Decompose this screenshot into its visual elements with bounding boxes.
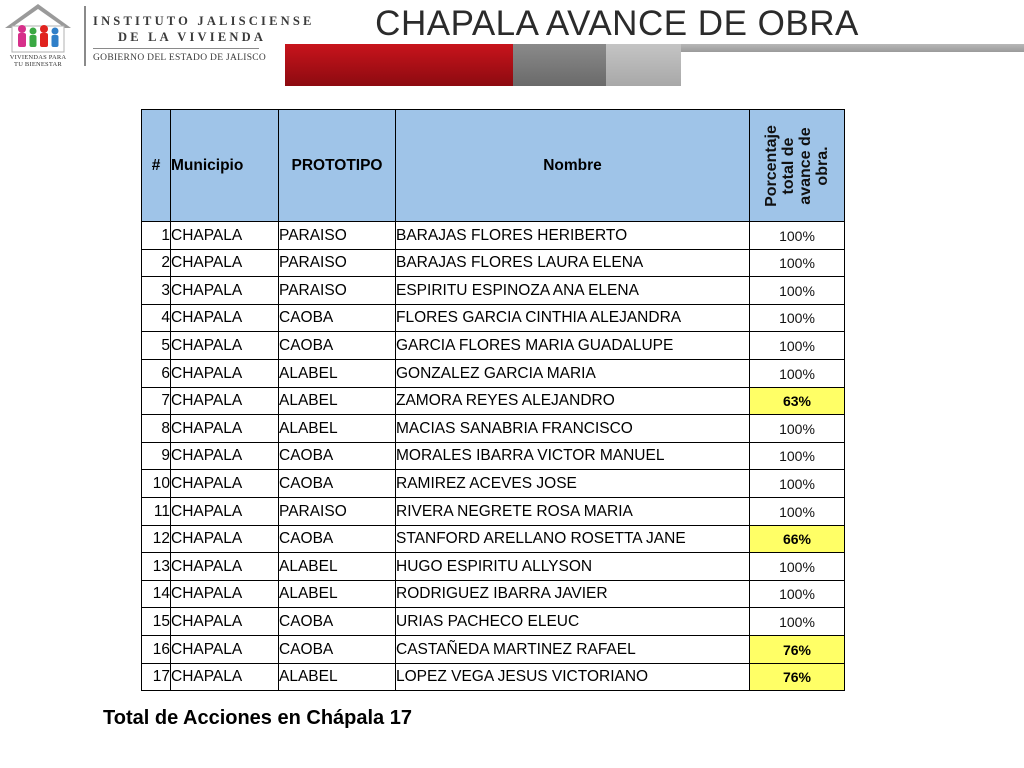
emblem-caption-2: TU BIENESTAR xyxy=(14,61,62,68)
total-acciones-label: Total de Acciones en Chápala 17 xyxy=(103,707,412,729)
cell-municipio: CHAPALA xyxy=(171,222,279,250)
table-row xyxy=(142,415,845,443)
cell-nombre: GONZALEZ GARCIA MARIA xyxy=(396,359,750,387)
header-num: # xyxy=(142,110,171,222)
cell-nombre: CASTAÑEDA MARTINEZ RAFAEL xyxy=(396,635,750,663)
cell-porcentaje: 100% xyxy=(750,222,845,250)
cell-nombre: ESPIRITU ESPINOZA ANA ELENA xyxy=(396,277,750,305)
cell-municipio: CHAPALA xyxy=(171,442,279,470)
cell-prototipo: CAOBA xyxy=(279,470,396,498)
cell-municipio: CHAPALA xyxy=(171,387,279,415)
table-row xyxy=(142,663,845,691)
avance-obra-table xyxy=(141,109,845,691)
table-row xyxy=(142,553,845,581)
cell-num: 1 xyxy=(142,222,171,250)
header-porcentaje xyxy=(750,110,845,222)
table-row xyxy=(142,442,845,470)
cell-nombre: RAMIREZ ACEVES JOSE xyxy=(396,470,750,498)
cell-num: 3 xyxy=(142,277,171,305)
cell-prototipo: PARAISO xyxy=(279,222,396,250)
cell-prototipo: ALABEL xyxy=(279,359,396,387)
cell-porcentaje: 100% xyxy=(750,442,845,470)
cell-porcentaje: 100% xyxy=(750,553,845,581)
cell-num: 15 xyxy=(142,608,171,636)
cell-municipio: CHAPALA xyxy=(171,663,279,691)
table-row xyxy=(142,635,845,663)
cell-nombre: FLORES GARCIA CINTHIA ALEJANDRA xyxy=(396,304,750,332)
viviendas-logo-emblem xyxy=(2,2,74,68)
header-bar-dark-gray xyxy=(513,44,606,86)
table-row xyxy=(142,304,845,332)
table-row xyxy=(142,497,845,525)
table-row xyxy=(142,608,845,636)
page-title: CHAPALA AVANCE DE OBRA xyxy=(375,4,859,43)
table-row xyxy=(142,470,845,498)
cell-porcentaje: 63% xyxy=(750,387,845,415)
cell-nombre: LOPEZ VEGA JESUS VICTORIANO xyxy=(396,663,750,691)
cell-prototipo: PARAISO xyxy=(279,277,396,305)
cell-prototipo: CAOBA xyxy=(279,608,396,636)
org-name-line-1: INSTITUTO JALISCIENSE xyxy=(93,14,315,28)
cell-porcentaje: 76% xyxy=(750,635,845,663)
cell-prototipo: CAOBA xyxy=(279,332,396,360)
cell-num: 7 xyxy=(142,387,171,415)
table-row xyxy=(142,222,845,250)
cell-num: 12 xyxy=(142,525,171,553)
org-rule xyxy=(93,48,259,49)
cell-num: 17 xyxy=(142,663,171,691)
cell-num: 4 xyxy=(142,304,171,332)
table-row xyxy=(142,580,845,608)
table-row xyxy=(142,332,845,360)
cell-num: 11 xyxy=(142,497,171,525)
cell-nombre: MACIAS SANABRIA FRANCISCO xyxy=(396,415,750,443)
header-nombre: Nombre xyxy=(396,110,750,222)
cell-num: 10 xyxy=(142,470,171,498)
cell-municipio: CHAPALA xyxy=(171,635,279,663)
house-family-icon xyxy=(2,2,74,54)
cell-nombre: BARAJAS FLORES HERIBERTO xyxy=(396,222,750,250)
table-row xyxy=(142,277,845,305)
table-row xyxy=(142,359,845,387)
cell-prototipo: ALABEL xyxy=(279,663,396,691)
header-bar-red xyxy=(285,44,513,86)
cell-prototipo: ALABEL xyxy=(279,415,396,443)
cell-nombre: BARAJAS FLORES LAURA ELENA xyxy=(396,249,750,277)
cell-nombre: HUGO ESPIRITU ALLYSON xyxy=(396,553,750,581)
cell-porcentaje: 100% xyxy=(750,580,845,608)
cell-municipio: CHAPALA xyxy=(171,304,279,332)
cell-municipio: CHAPALA xyxy=(171,277,279,305)
cell-porcentaje: 100% xyxy=(750,415,845,443)
cell-municipio: CHAPALA xyxy=(171,415,279,443)
header-prototipo: PROTOTIPO xyxy=(279,110,396,222)
cell-prototipo: CAOBA xyxy=(279,525,396,553)
cell-prototipo: CAOBA xyxy=(279,304,396,332)
cell-porcentaje: 100% xyxy=(750,277,845,305)
cell-nombre: ZAMORA REYES ALEJANDRO xyxy=(396,387,750,415)
cell-nombre: RODRIGUEZ IBARRA JAVIER xyxy=(396,580,750,608)
cell-porcentaje: 100% xyxy=(750,359,845,387)
gov-line: GOBIERNO DEL ESTADO DE JALISCO xyxy=(93,53,267,63)
cell-municipio: CHAPALA xyxy=(171,332,279,360)
cell-porcentaje: 100% xyxy=(750,470,845,498)
org-name-line-2: DE LA VIVIENDA xyxy=(118,30,267,44)
table-header-row xyxy=(142,110,845,222)
cell-num: 2 xyxy=(142,249,171,277)
cell-municipio: CHAPALA xyxy=(171,580,279,608)
cell-municipio: CHAPALA xyxy=(171,249,279,277)
cell-porcentaje: 100% xyxy=(750,249,845,277)
cell-municipio: CHAPALA xyxy=(171,359,279,387)
cell-num: 16 xyxy=(142,635,171,663)
table-row xyxy=(142,387,845,415)
cell-municipio: CHAPALA xyxy=(171,497,279,525)
cell-municipio: CHAPALA xyxy=(171,525,279,553)
cell-num: 14 xyxy=(142,580,171,608)
cell-porcentaje: 66% xyxy=(750,525,845,553)
header-municipio: Municipio xyxy=(171,110,279,222)
cell-porcentaje: 100% xyxy=(750,304,845,332)
cell-num: 5 xyxy=(142,332,171,360)
logo-divider xyxy=(84,6,86,66)
emblem-caption-1: VIVIENDAS PARA xyxy=(9,54,67,61)
cell-num: 8 xyxy=(142,415,171,443)
cell-nombre: URIAS PACHECO ELEUC xyxy=(396,608,750,636)
table-row xyxy=(142,525,845,553)
cell-prototipo: ALABEL xyxy=(279,387,396,415)
cell-porcentaje: 100% xyxy=(750,332,845,360)
table-body xyxy=(142,222,845,691)
cell-nombre: STANFORD ARELLANO ROSETTA JANE xyxy=(396,525,750,553)
cell-prototipo: PARAISO xyxy=(279,249,396,277)
cell-municipio: CHAPALA xyxy=(171,608,279,636)
cell-nombre: GARCIA FLORES MARIA GUADALUPE xyxy=(396,332,750,360)
header-bar-light-gray xyxy=(606,44,681,86)
cell-prototipo: ALABEL xyxy=(279,580,396,608)
cell-porcentaje: 100% xyxy=(750,497,845,525)
cell-nombre: MORALES IBARRA VICTOR MANUEL xyxy=(396,442,750,470)
cell-num: 13 xyxy=(142,553,171,581)
cell-nombre: RIVERA NEGRETE ROSA MARIA xyxy=(396,497,750,525)
cell-prototipo: ALABEL xyxy=(279,553,396,581)
cell-num: 6 xyxy=(142,359,171,387)
header-porcentaje-label: Porcentaje total de avance de obra. xyxy=(763,124,831,207)
cell-municipio: CHAPALA xyxy=(171,470,279,498)
cell-prototipo: CAOBA xyxy=(279,635,396,663)
cell-porcentaje: 100% xyxy=(750,608,845,636)
table-row xyxy=(142,249,845,277)
cell-prototipo: PARAISO xyxy=(279,497,396,525)
cell-prototipo: CAOBA xyxy=(279,442,396,470)
cell-num: 9 xyxy=(142,442,171,470)
cell-porcentaje: 76% xyxy=(750,663,845,691)
cell-municipio: CHAPALA xyxy=(171,553,279,581)
